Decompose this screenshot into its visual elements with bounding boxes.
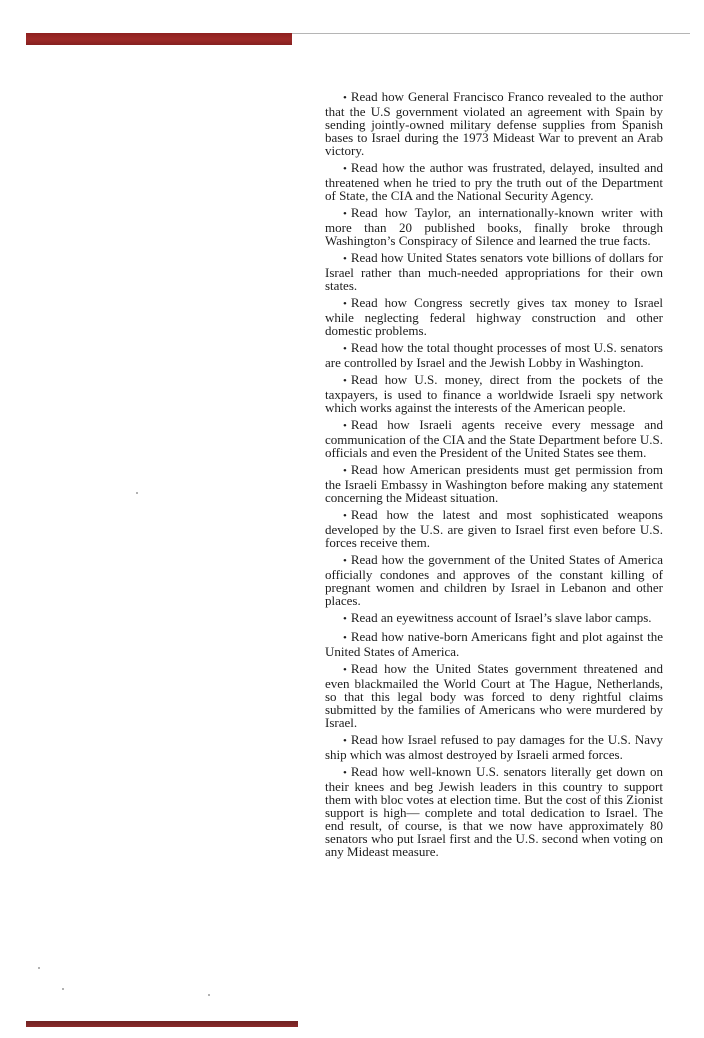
- bullet-text: Read how native-born Americans fight and plot against the United States of America.: [325, 628, 663, 659]
- bullet-item: [325, 630, 663, 658]
- bullet-icon: •: [343, 464, 347, 477]
- bullet-text: Read how the author was frustrated, delayed, insulted and threatened when he tried to pry the truth out of the Department of State, the CIA and the National Security Agency.: [325, 160, 663, 204]
- bullet-icon: •: [343, 631, 347, 644]
- bullet-text: Read how Taylor, an internationally-known writer with more than 20 published books, finally broke through Washington’s Conspiracy of Silence and learned the true facts.: [325, 205, 663, 249]
- bullet-item: [325, 418, 663, 459]
- bullet-text: Read an eyewitness account of Israel’s slave labor camps.: [350, 609, 652, 625]
- bullet-icon: •: [343, 253, 347, 266]
- bottom-red-rule: [26, 1021, 298, 1027]
- bullet-item: [325, 90, 663, 157]
- bullet-icon: •: [343, 766, 347, 779]
- bullet-item: [325, 611, 663, 626]
- bullet-text: Read how Congress secretly gives tax money to Israel while neglecting federal highway construction and other domestic problems.: [325, 295, 663, 339]
- bullet-icon: •: [343, 163, 347, 176]
- bullet-item: [325, 296, 663, 337]
- bullet-text: Read how American presidents must get permission from the Israeli Embassy in Washington before making any statement concerning the Mideast situation.: [325, 461, 663, 506]
- bullet-item: [325, 508, 663, 549]
- scan-speck: [208, 994, 210, 996]
- bullet-list-column: [325, 90, 663, 862]
- bullet-text: Read how Israeli agents receive every message and communication of the CIA and the State Department before U.S. officials and even the President of the United States see them.: [325, 416, 663, 461]
- bullet-text: Read how well-known U.S. senators literally get down on their knees and beg Jewish leaders in this country to support them with bloc votes at election time. But the cost of this Zionist support is high— complete and total dedication to Israel. The end result, of course, is that we now have approximately 80 senators who put Israel first and the U.S. second when voting on any Mideast measure.: [325, 763, 663, 860]
- bullet-text: Read how the latest and most sophisticated weapons developed by the U.S. are given to Israel first even before U.S. forces receive them.: [325, 506, 663, 550]
- bullet-item: [325, 733, 663, 761]
- scan-speck: [136, 492, 138, 494]
- scan-speck: [62, 988, 64, 990]
- scan-speck: [38, 967, 40, 969]
- bullet-item: [325, 553, 663, 607]
- bullet-icon: •: [343, 612, 347, 625]
- bullet-icon: •: [343, 208, 347, 221]
- bullet-icon: •: [343, 374, 347, 387]
- bullet-text: Read how General Francisco Franco revealed to the author that the U.S government violated an agreement with Spain by sending jointly-owned military defense supplies from Spanish bases to Israel during the 1973 Mideast War to prevent an Arab victory.: [325, 89, 663, 159]
- bullet-item: [325, 251, 663, 292]
- top-red-rule: [26, 33, 292, 45]
- bullet-text: Read how the government of the United States of America officially condones and approves of the constant killing of pregnant women and children by Israel in Lebanon and other places.: [325, 551, 663, 609]
- bullet-item: [325, 206, 663, 247]
- bullet-icon: •: [343, 298, 347, 311]
- bullet-icon: •: [343, 92, 347, 104]
- bullet-icon: •: [343, 554, 347, 567]
- bullet-item: [325, 373, 663, 414]
- bullet-item: [325, 463, 663, 504]
- bullet-icon: •: [343, 509, 347, 522]
- bullet-text: Read how the United States government threatened and even blackmailed the World Court at The Hague, Netherlands, so that this legal body was forced to deny rightful claims submitted by the families of Americans who were murdered by Israel.: [325, 660, 663, 730]
- bullet-icon: •: [343, 734, 347, 747]
- bullet-item: [325, 161, 663, 202]
- bullet-icon: •: [343, 419, 347, 432]
- bullet-item: [325, 662, 663, 729]
- bullet-text: Read how United States senators vote billions of dollars for Israel rather than much-needed appropriations for their own states.: [325, 250, 663, 294]
- top-hairline-rule: [292, 33, 690, 34]
- bullet-item: [325, 341, 663, 369]
- bullet-text: Read how Israel refused to pay damages for the U.S. Navy ship which was almost destroyed by Israeli armed forces.: [325, 731, 663, 762]
- bullet-icon: •: [343, 343, 347, 356]
- bullet-item: [325, 765, 663, 859]
- bullet-text: Read how U.S. money, direct from the pockets of the taxpayers, is used to finance a worldwide Israeli spy network which works against the interests of the American people.: [325, 371, 663, 416]
- bullet-icon: •: [343, 663, 347, 676]
- bullet-text: Read how the total thought processes of most U.S. senators are controlled by Israel and the Jewish Lobby in Washington.: [325, 340, 663, 371]
